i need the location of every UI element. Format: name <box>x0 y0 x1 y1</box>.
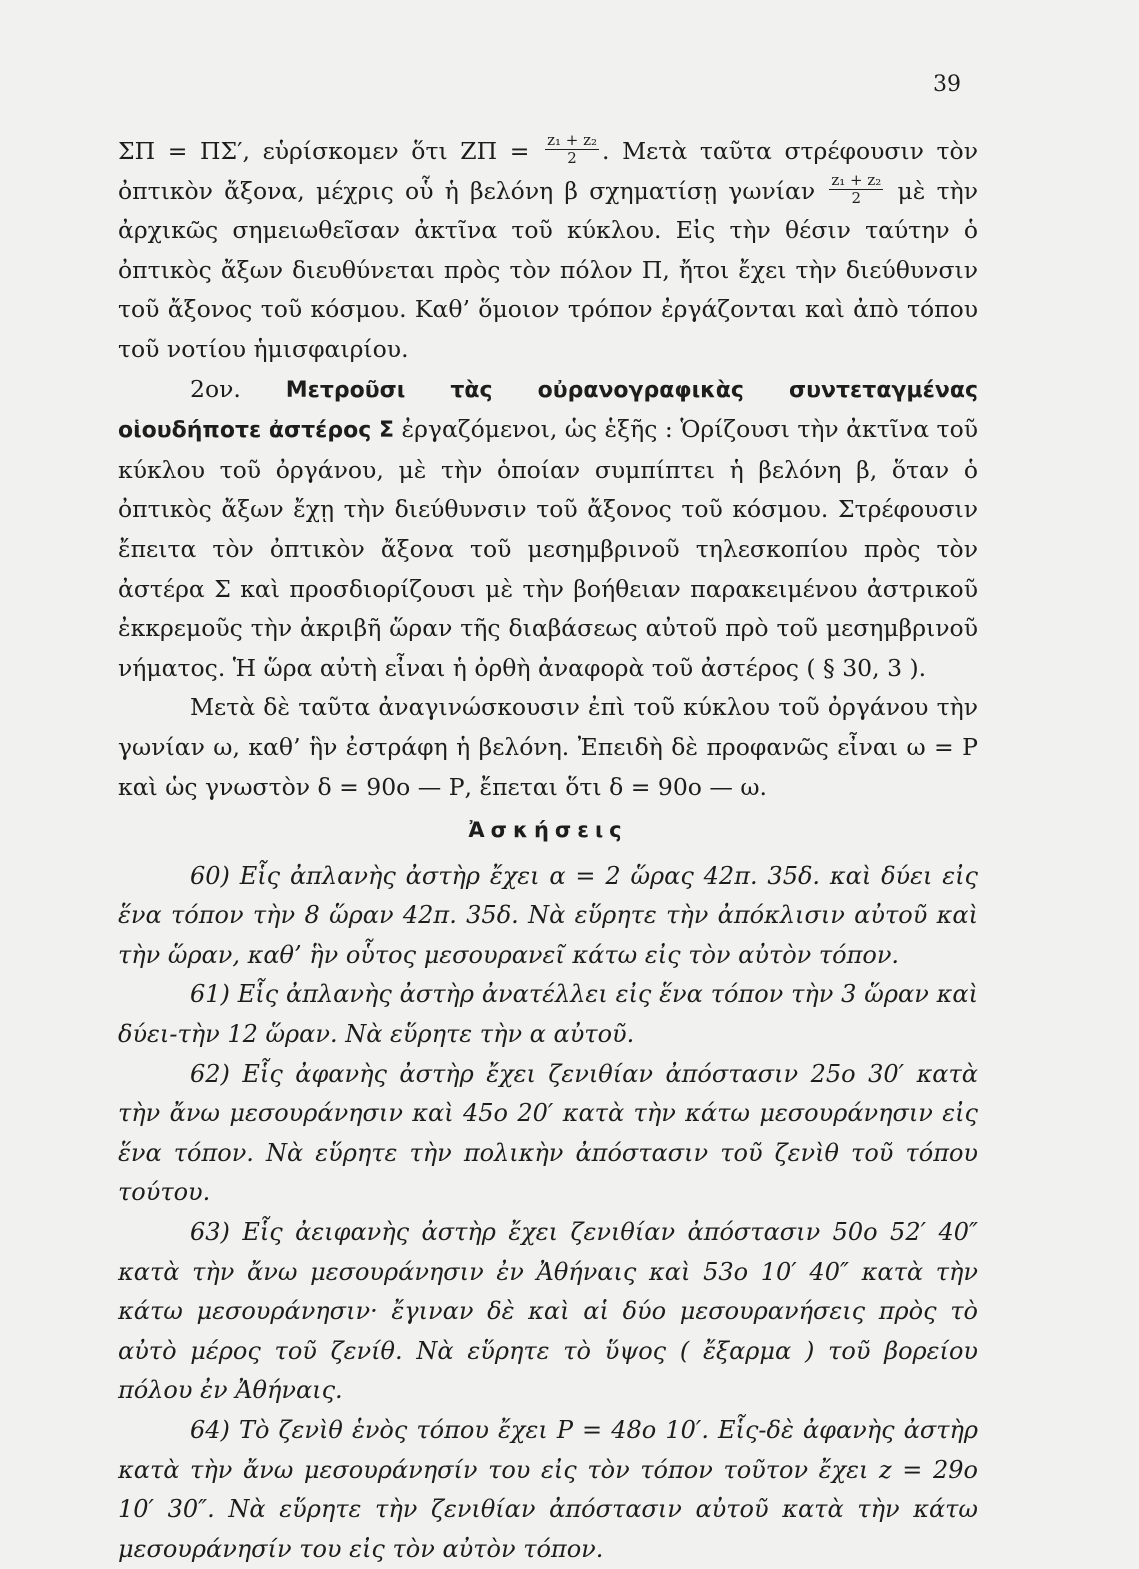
paragraph-3: Μετὰ δὲ ταῦτα ἀναγινώσκουσιν ἐπὶ τοῦ κύκλου τοῦ ὀργάνου τὴν γωνίαν ω, καθ’ ἣν ἐστράφη ἡ βελόνη. Ἐπειδὴ δὲ προφανῶς εἶναι ω = Ρ καὶ ὡς γνωστὸν δ = 90ο — Ρ, ἔπεται ὅτι δ = 90ο — ω. <box>118 693 978 801</box>
p2-bold-heading: Μετροῦσι τὰς οὐρανογραφικὰς συντεταγμένας οἱουδήποτε ἀστέρος Σ <box>118 377 978 444</box>
exercise-number: 63) <box>190 1218 230 1247</box>
exercise-number: 64) <box>190 1416 230 1444</box>
exercises-heading: Ἀσκήσεις <box>468 818 628 843</box>
exercises-list <box>118 857 978 1569</box>
exercise-text: Εἷς ἀπλανὴς ἀστὴρ ἔχει α = 2 ὥρας 42π. 35δ. καὶ δύει εἰς ἕνα τόπον τὴν 8 ὥραν 42π. 35δ. Νὰ εὕρητε τὴν ἀπόκλισιν αὐτοῦ καὶ τὴν ὥραν, καθ’ ἣν οὗτος μεσουρανεῖ κάτω εἰς τὸν αὐτὸν τόπον. <box>118 861 978 969</box>
exercise-number: 61) <box>190 980 230 1009</box>
fraction-2-denominator: 2 <box>851 188 862 207</box>
p1-text-c: μὲ τὴν ἀρχικῶς σημειωθεῖσαν ἀκτῖνα τοῦ κύκλου. Εἰς τὴν θέσιν ταύτην ὁ ὀπτικὸς ἄξων διευθύνεται πρὸς τὸν πόλον Π, ἤτοι ἔχει τὴν διεύθυνσιν τοῦ ἄξονος τοῦ κόσμου. Καθ’ ὅμοιον τρόπον ἐργάζονται καὶ ἀπὸ τόπου τοῦ νοτίου ἡμισφαιρίου. <box>118 176 978 363</box>
exercise-61 <box>118 975 978 1054</box>
exercise-text: Εἷς ἀφανὴς ἀστὴρ ἔχει ζενιθίαν ἀπόστασιν 25ο 30′ κατὰ τὴν ἄνω μεσουράνησιν καὶ 45ο 20′ κατὰ τὴν κάτω μεσουράνησιν εἰς ἕνα τόπον. Νὰ εὕρητε τὴν πολικὴν ἀπόστασιν τοῦ ζενὶθ τοῦ τόπου τούτου. <box>118 1059 978 1207</box>
paragraph-1 <box>118 132 978 370</box>
exercise-text: Εἷς ἀπλανὴς ἀστὴρ ἀνατέλλει εἰς ἕνα τόπον τὴν 3 ὥραν καὶ δύει-τὴν 12 ὥραν. Νὰ εὕρητε τὴν α αὐτοῦ. <box>118 980 978 1049</box>
exercise-64 <box>118 1411 978 1569</box>
exercise-number: 60) <box>190 861 230 890</box>
paragraph-2 <box>118 370 978 689</box>
exercise-63 <box>118 1213 978 1411</box>
exercise-number: 62) <box>190 1059 230 1088</box>
fraction-1 <box>545 132 599 167</box>
exercise-text: Εἷς ἀειφανὴς ἀστὴρ ἔχει ζενιθίαν ἀπόστασιν 50ο 52′ 40″ κατὰ τὴν ἄνω μεσουράνησιν ἐν Ἀθήναις καὶ 53ο 10′ 40″ κατὰ τὴν κάτω μεσουράνησιν· ἔγιναν δὲ καὶ αἱ δύο μεσουρανήσεις πρὸς τὸ αὐτὸ μέρος τοῦ ζενίθ. Νὰ εὕρητε τὸ ὕψος ( ἔξαρμα ) τοῦ βορείου πόλου ἐν Ἀθήναις. <box>118 1218 978 1405</box>
p1-text-a: ΣΠ = ΠΣ′, εὑρίσκομεν ὅτι ΖΠ = <box>118 137 543 165</box>
fraction-1-numerator: z₁ + z₂ <box>547 131 597 149</box>
p2-lead: 2ον. <box>190 374 286 403</box>
fraction-2-numerator: z₁ + z₂ <box>831 170 882 189</box>
fraction-2 <box>829 172 883 207</box>
exercise-text: Τὸ ζενὶθ ἑνὸς τόπου ἔχει Ρ = 48ο 10′. Εἷς-δὲ ἀφανὴς ἀστὴρ κατὰ τὴν ἄνω μεσουράνησίν του εἰς τὸν τόπον τοῦτον ἔχει z = 29ο 10′ 30″. Νὰ εὕρητε τὴν ζενιθίαν ἀπόστασιν αὐτοῦ κατὰ τὴν κάτω μεσουράνησίν του εἰς τὸν αὐτὸν τόπον. <box>118 1416 978 1563</box>
exercise-62 <box>118 1055 978 1213</box>
exercise-60 <box>118 857 978 976</box>
page-number: 39 <box>933 72 961 97</box>
body-text <box>118 132 978 1569</box>
p1-text-b: . Μετὰ ταῦτα στρέφουσιν τὸν ὀπτικὸν ἄξονα, μέχρις οὗ ἡ βελόνη β σχηματίσῃ γωνίαν <box>118 137 978 205</box>
p2-text: ἐργαζόμενοι, ὡς ἑξῆς : Ὁρίζουσι τὴν ἀκτῖνα τοῦ κύκλου τοῦ ὀργάνου, μὲ τὴν ὁποίαν συμπίπτει ἡ βελόνη β, ὅταν ὁ ὀπτικὸς ἄξων ἔχῃ τὴν διεύθυνσιν τοῦ ἄξονος τοῦ κόσμου. Στρέφουσιν ἔπειτα τὸν ὀπτικὸν ἄξονα τοῦ μεσημβρινοῦ τηλεσκοπίου πρὸς τὸν ἀστέρα Σ καὶ προσδιορίζουσι μὲ τὴν βοήθειαν παρακειμένου ἀστρικοῦ ἐκκρεμοῦς τὴν ἀκριβῆ ὥραν τῆς διαβάσεως αὐτοῦ πρὸ τοῦ μεσημβρινοῦ νήματος. Ἡ ὥρα αὐτὴ εἶναι ἡ ὀρθὴ ἀναφορὰ τοῦ ἀστέρος ( § 30, 3 ). <box>118 415 978 682</box>
fraction-1-denominator: 2 <box>567 149 577 167</box>
